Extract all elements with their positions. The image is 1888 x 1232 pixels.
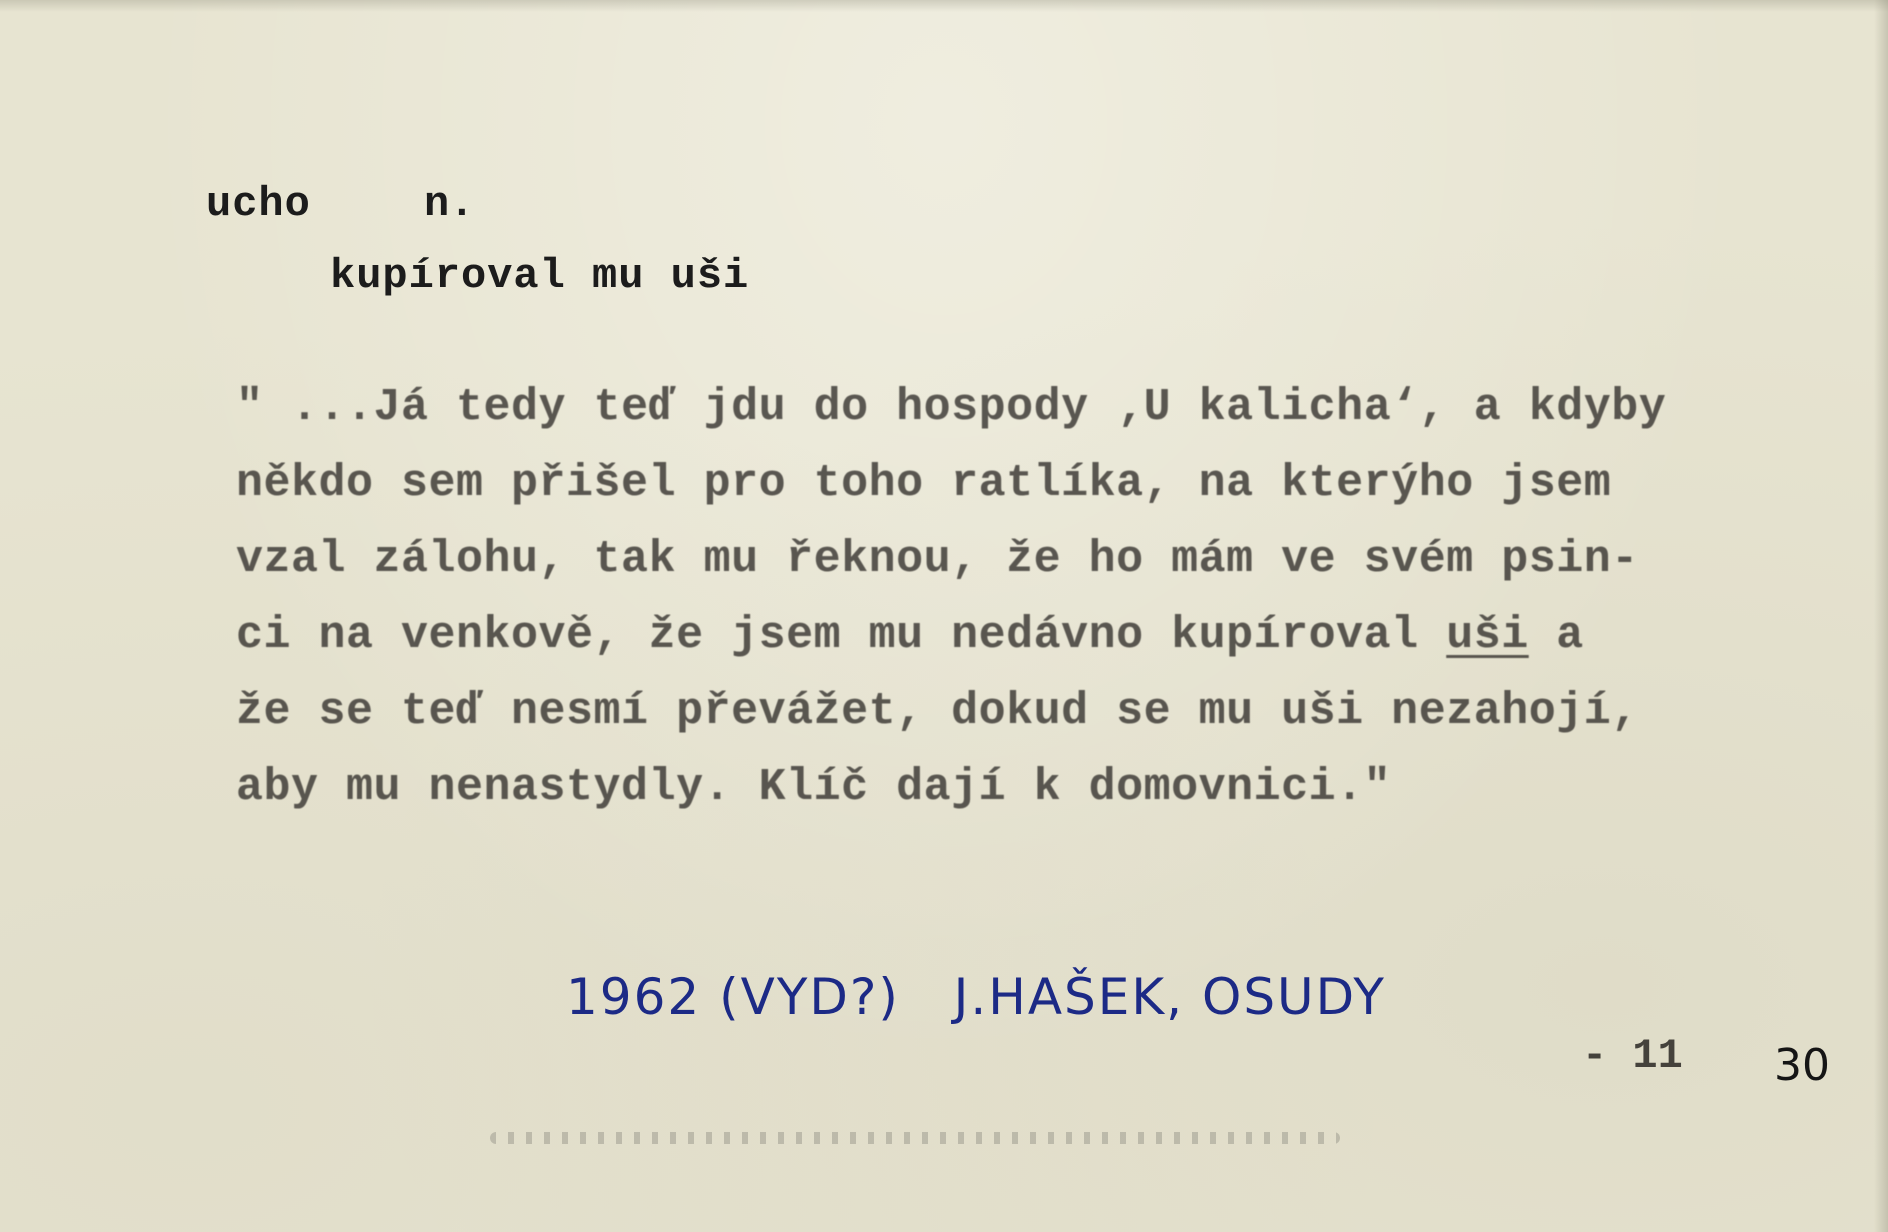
phrase: kupíroval mu uši <box>330 252 750 300</box>
page-reference: - 11 <box>1582 1032 1683 1080</box>
quote-underlined-word: uši <box>1446 610 1529 661</box>
quote-line-3: vzal zálohu, tak mu řeknou, že ho mám ve svém psin- <box>236 534 1639 585</box>
headword: ucho <box>206 180 311 228</box>
quote-line-4-end: a <box>1528 610 1584 661</box>
quote-line-6: aby mu nenastydly. Klíč dají k domovnici." <box>236 762 1392 813</box>
quote-line-4-start: ci na venkově, že jsem mu nedávno kupíroval <box>236 610 1447 661</box>
ink-smudge <box>490 1132 1340 1144</box>
quotation <box>236 370 1666 826</box>
grammar-label: n. <box>424 180 475 228</box>
source-stamp: 1962 (VYD?) J.HAŠEK, OSUDY <box>566 968 1386 1026</box>
card-top-edge <box>0 0 1888 12</box>
quote-line-5: že se teď nesmí převážet, dokud se mu uši nezahojí, <box>236 686 1639 737</box>
quote-line-1: ...Já tedy teď jdu do hospody ‚U kalicha‘, a kdyby <box>263 382 1667 433</box>
quote-line-2: někdo sem přišel pro toho ratlíka, na kterýho jsem <box>236 458 1612 509</box>
card-number: 30 <box>1774 1040 1830 1091</box>
quote-open-mark: " <box>236 382 264 433</box>
card-right-edge <box>1874 0 1888 1232</box>
